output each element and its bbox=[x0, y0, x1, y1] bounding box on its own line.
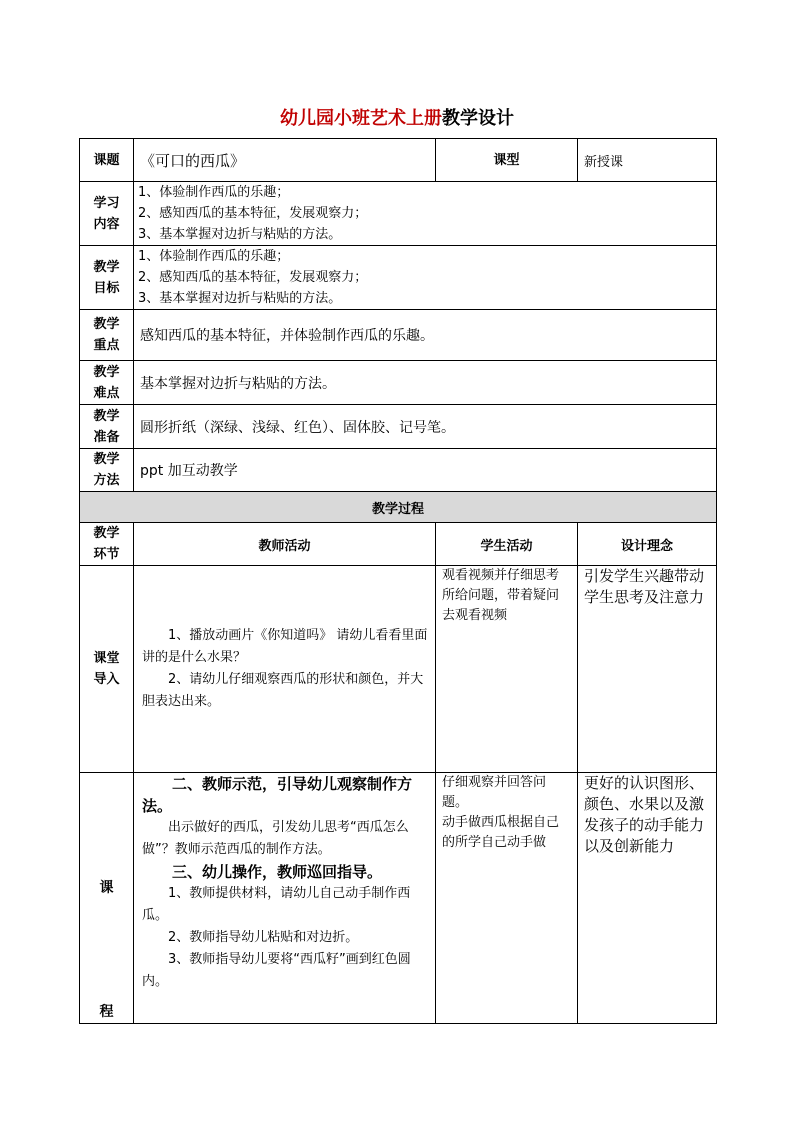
row-key-point bbox=[80, 310, 717, 361]
label-preparation: 教学 准备 bbox=[80, 405, 134, 449]
lesson-type-value: 新授课 bbox=[578, 139, 717, 182]
row-lesson-process bbox=[80, 773, 717, 1024]
row-difficult-point bbox=[80, 361, 717, 405]
row-preparation bbox=[80, 405, 717, 449]
list-item: 2、感知西瓜的基本特征，发展观察力； bbox=[138, 206, 368, 221]
column-student-activity: 学生活动 bbox=[436, 523, 578, 566]
title-black-part: 教学设计 bbox=[442, 108, 514, 129]
list-item: 2、感知西瓜的基本特征，发展观察力； bbox=[138, 270, 368, 285]
label-topic: 课题 bbox=[80, 139, 134, 182]
method-value: ppt 加互动教学 bbox=[134, 449, 717, 492]
lesson-teacher-step-3: 3、教师指导幼儿要将“西瓜籽”画到红色圆内。 bbox=[142, 952, 411, 989]
key-point-value: 感知西瓜的基本特征，并体验制作西瓜的乐趣。 bbox=[134, 310, 717, 361]
row-process-header bbox=[80, 492, 717, 523]
row-learning-content bbox=[80, 182, 717, 246]
intro-teacher-step-2: 2、请幼儿仔细观察西瓜的形状和颜色，并大胆表达出来。 bbox=[142, 672, 424, 709]
row-teaching-goal bbox=[80, 246, 717, 310]
column-teacher-activity: 教师活动 bbox=[134, 523, 436, 566]
stage-lesson-bottom: 程 bbox=[99, 1004, 114, 1020]
row-topic bbox=[80, 139, 717, 182]
lesson-teacher-heading-2: 二、教师示范，引导幼儿观察制作方法。 bbox=[142, 775, 413, 815]
label-learning-content: 学习 内容 bbox=[80, 182, 134, 246]
difficult-point-value: 基本掌握对边折与粘贴的方法。 bbox=[134, 361, 717, 405]
learning-content-list bbox=[134, 182, 717, 246]
lesson-student-1: 仔细观察并回答问题。 bbox=[442, 775, 547, 810]
intro-teacher-activity bbox=[134, 566, 436, 773]
list-item: 1、体验制作西瓜的乐趣； bbox=[138, 249, 290, 264]
lesson-teacher-heading-3: 三、幼儿操作，教师巡回指导。 bbox=[172, 863, 383, 881]
lesson-student-activity bbox=[436, 773, 578, 1024]
lesson-teacher-step-1: 1、教师提供材料，请幼儿自己动手制作西瓜。 bbox=[142, 886, 411, 923]
lesson-teacher-activity bbox=[134, 773, 436, 1024]
lesson-student-2: 动手做西瓜根据自己的所学自己动手做 bbox=[442, 815, 560, 850]
stage-intro: 课堂 导入 bbox=[80, 566, 134, 773]
label-key-point: 教学 重点 bbox=[80, 310, 134, 361]
label-lesson-type: 课型 bbox=[436, 139, 578, 182]
label-teaching-goal: 教学 目标 bbox=[80, 246, 134, 310]
list-item: 3、基本掌握对边折与粘贴的方法。 bbox=[138, 227, 342, 242]
title-red-part: 幼儿园小班艺术上册 bbox=[280, 108, 442, 129]
row-intro bbox=[80, 566, 717, 773]
intro-teacher-step-1: 1、播放动画片《你知道吗》 请幼儿看看里面讲的是什么水果？ bbox=[142, 628, 428, 665]
teaching-goal-list bbox=[134, 246, 717, 310]
row-column-headers bbox=[80, 523, 717, 566]
page-title bbox=[0, 104, 794, 130]
list-item: 1、体验制作西瓜的乐趣； bbox=[138, 185, 290, 200]
lesson-teacher-step-2: 2、教师指导幼儿粘贴和对边折。 bbox=[168, 930, 359, 945]
lesson-design-concept: 更好的认识图形、颜色、水果以及激发孩子的动手能力 以及创新能力 bbox=[578, 773, 717, 1024]
intro-student-activity: 观看视频并仔细思考所给问题，带着疑问去观看视频 bbox=[436, 566, 578, 773]
lesson-teacher-demo: 出示做好的西瓜，引发幼儿思考“西瓜怎么做”？教师示范西瓜的制作方法。 bbox=[142, 820, 409, 857]
preparation-value: 圆形折纸（深绿、浅绿、红色）、固体胶、记号笔。 bbox=[134, 405, 717, 449]
label-method: 教学 方法 bbox=[80, 449, 134, 492]
column-design-concept: 设计理念 bbox=[578, 523, 717, 566]
process-header: 教学过程 bbox=[80, 492, 717, 523]
column-stage: 教学 环节 bbox=[80, 523, 134, 566]
stage-lesson bbox=[80, 773, 134, 1024]
topic-value: 《可口的西瓜》 bbox=[134, 139, 436, 182]
list-item: 3、基本掌握对边折与粘贴的方法。 bbox=[138, 291, 342, 306]
stage-lesson-top: 课 bbox=[99, 880, 114, 896]
lesson-plan-table bbox=[79, 138, 717, 1024]
label-difficult-point: 教学 难点 bbox=[80, 361, 134, 405]
intro-design-concept: 引发学生兴趣带动学生思考及注意力 bbox=[578, 566, 717, 773]
row-method bbox=[80, 449, 717, 492]
